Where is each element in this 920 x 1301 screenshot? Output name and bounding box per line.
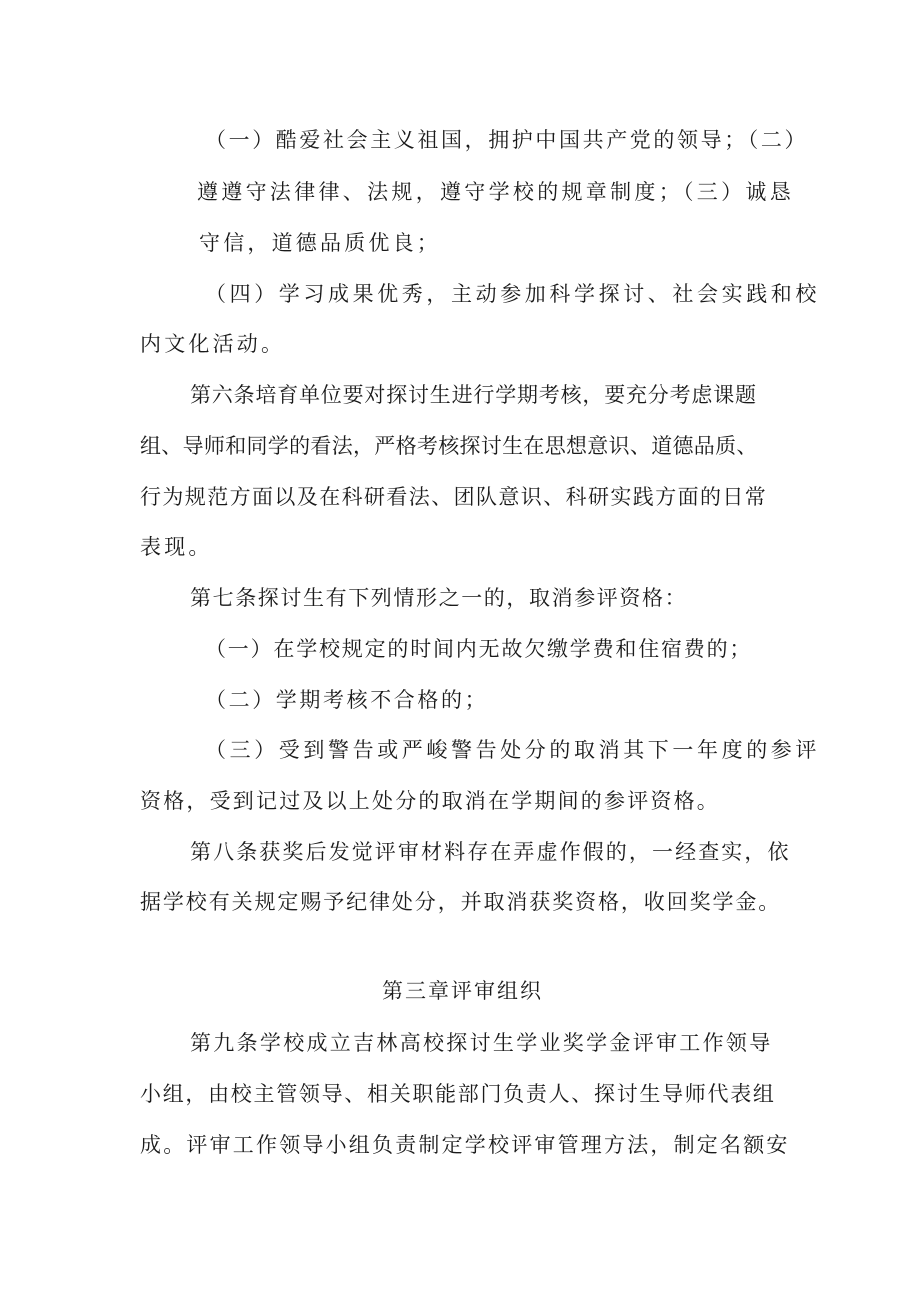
text-line: 小组，由校主管领导、相关职能部门负责人、探讨生导师代表组 (140, 1082, 776, 1106)
text-line: 第九条学校成立吉林高校探讨生学业奖学金评审工作领导 (190, 1031, 773, 1055)
text-line: 遵遵守法律律、法规，遵守学校的规章制度；（三）诚恳 (197, 180, 794, 204)
text-line: 资格，受到记过及以上处分的取消在学期间的参评资格。 (140, 789, 720, 813)
text-line: 行为规范方面以及在科研看法、团队意识、科研实践方面的日常 (140, 485, 768, 509)
text-line: 第七条探讨生有下列情形之一的，取消参评资格： (190, 586, 688, 610)
chapter-heading: 第三章评审组织 (382, 979, 543, 1003)
text-line: 组、导师和同学的看法，严格考核探讨生在思想意识、道德品质、 (140, 434, 758, 458)
text-line: 第八条获奖后发觉评审材料存在弄虚作假的，一经查实，依 (190, 840, 791, 864)
text-line: （一）在学校规定的时间内无故欠缴学费和住宿费的； (205, 637, 753, 661)
text-line: 表现。 (140, 535, 213, 559)
text-line: （三）受到警告或严峻警告处分的取消其下一年度的参评 (205, 738, 820, 762)
text-line: 守信，道德品质优良； (199, 231, 441, 255)
text-line: 成。评审工作领导小组负责制定学校评审管理方法，制定名额安 (140, 1133, 790, 1157)
text-line: （四）学习成果优秀，主动参加科学探讨、社会实践和校 (205, 282, 820, 306)
text-line: 第六条培育单位要对探讨生进行学期考核，要充分考虑课题 (190, 383, 757, 407)
text-line: （一）酷爱社会主义祖国，拥护中国共产党的领导；（二） (205, 128, 809, 152)
text-line: 内文化活动。 (140, 332, 286, 356)
text-line: （二）学期考核不合格的； (205, 688, 489, 712)
text-line: 据学校有关规定赐予纪律处分，并取消获奖资格，收回奖学金。 (140, 890, 782, 914)
